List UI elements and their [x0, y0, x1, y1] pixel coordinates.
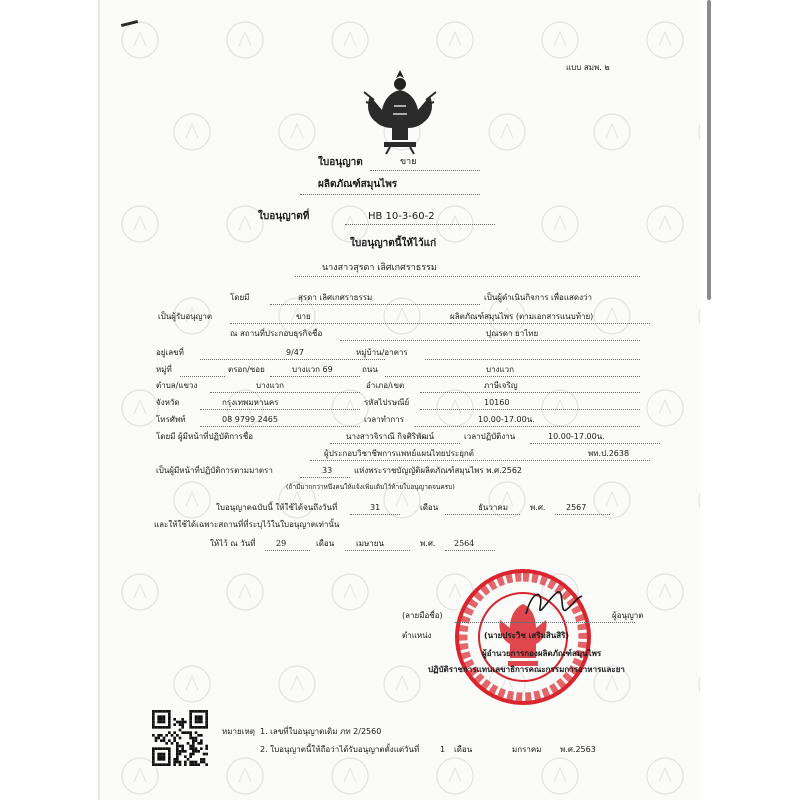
watermark-seal [699, 666, 700, 702]
watermark-seal [699, 482, 700, 518]
watermark-seal [542, 206, 578, 242]
section-note: (ถ้ามีมากกว่าหนึ่งคนให้แจ้งเพิ่มเติมไว้ท้ายใบอนุญาตจนครบ) [286, 483, 455, 491]
watermark-seal [174, 666, 210, 702]
subdistrict-value: บางแวก [256, 381, 284, 390]
license-type: ขาย [400, 157, 417, 167]
watermark-seal [594, 482, 630, 518]
remark-item-2-day: 1 [440, 745, 446, 754]
watermark-mark [344, 768, 356, 782]
soi-label: ตรอก/ซอย [228, 365, 265, 374]
hours-value: 10.00-17.00น. [478, 415, 535, 424]
license-no-value: HB 10-3-60-2 [368, 211, 435, 222]
watermark-mark [134, 768, 146, 782]
license-heading: ใบอนุญาต [318, 157, 363, 168]
signature-label: (ลายมือชื่อ) [402, 611, 443, 620]
watermark-mark [659, 768, 671, 782]
watermark-seal [122, 206, 158, 242]
watermark-seal [437, 390, 473, 426]
practitioner-hours: 10.00-17.00น. [548, 432, 605, 441]
validity-month: ธันวาคม [478, 503, 508, 512]
watermark-mark [554, 216, 566, 230]
practitioner-hours-label: เวลาปฏิบัติงาน [464, 432, 516, 441]
issued-year: 2564 [454, 539, 475, 548]
issued-month-label: เดือน [316, 539, 335, 548]
underline [310, 460, 650, 461]
watermark-seal [279, 666, 315, 702]
watermark-seal [332, 758, 368, 794]
underline [350, 514, 400, 515]
underline [265, 550, 310, 551]
product-heading: ผลิตภัณฑ์สมุนไพร [318, 179, 398, 190]
province-value: กรุงเทพมหานคร [222, 398, 279, 407]
watermark-seal [647, 574, 683, 610]
underline [270, 304, 480, 305]
signer-act-for: ปฏิบัติราชการแทนเลขาธิการคณะกรรมการอาหารและยา [428, 665, 625, 674]
remark-item-2-month-label: เดือน [454, 745, 473, 754]
watermark-mark [291, 676, 303, 690]
operator-label: โดยมี [230, 293, 250, 302]
watermark-mark [606, 308, 618, 322]
watermark-mark [449, 768, 461, 782]
underline [420, 409, 640, 410]
district-value: ภาษีเจริญ [484, 381, 518, 390]
watermark-mark [659, 216, 671, 230]
watermark-seal [384, 666, 420, 702]
issued-day: 29 [276, 539, 287, 548]
validity-clause: และให้ใช้ได้เฉพาะสถานที่ที่ระบุไว้ในใบอนุญาตเท่านั้น [154, 520, 340, 529]
postcode-value: 10160 [484, 398, 510, 407]
watermark-mark [134, 400, 146, 414]
premises-label: ณ สถานที่ประกอบธุรกิจชื่อ [230, 329, 323, 338]
licensee-name: นางสาวสุรดา เลิศเกศราธรรม [322, 263, 437, 273]
underline [180, 376, 225, 377]
soi-value: บางแวก 69 [292, 365, 333, 374]
issued-year-label: พ.ศ. [420, 539, 436, 548]
watermark-seal [174, 114, 210, 150]
moo-label: หมู่ที่ [156, 365, 172, 374]
watermark-mark [449, 400, 461, 414]
validity-year-label: พ.ศ. [530, 503, 546, 512]
underline [200, 426, 360, 427]
operator-suffix: เป็นผู้ดำเนินกิจการ เพื่อแสดงว่า [484, 293, 592, 302]
underline [530, 443, 660, 444]
watermark-seal [437, 758, 473, 794]
watermark-seal [122, 390, 158, 426]
validity-year: 2567 [566, 503, 587, 512]
watermark-seal [174, 482, 210, 518]
underline [420, 392, 640, 393]
watermark-seal [122, 574, 158, 610]
underline [300, 194, 480, 195]
watermark-mark [606, 492, 618, 506]
phone-value: 08 9799 2465 [222, 415, 278, 424]
underline [210, 392, 360, 393]
watermark-mark [396, 308, 408, 322]
handwritten-signature [518, 584, 588, 624]
scrollbar[interactable] [707, 0, 711, 300]
remarks-label: หมายเหตุ [222, 727, 255, 736]
practitioner-name: นางสาวจิราณี กิจศิริพัฒน์ [346, 432, 435, 441]
remark-item-2-month: มกราคม [512, 745, 542, 754]
underline [345, 550, 410, 551]
watermark-seal [489, 482, 525, 518]
watermark-mark [186, 676, 198, 690]
underline [425, 359, 640, 360]
village-label: หมู่บ้าน/อาคาร [356, 348, 408, 357]
watermark-seal [227, 758, 263, 794]
issued-to-label: ใบอนุญาตนี้ให้ไว้แก่ [350, 238, 437, 249]
watermark-seal [647, 390, 683, 426]
remark-item-2: 2. ใบอนุญาตนี้ให้ถือว่าได้รับอนุญาตตั้งแต่วันที่ [260, 745, 420, 754]
hours-label: เวลาทำการ [364, 415, 405, 424]
watermark-mark [449, 32, 461, 46]
watermark-mark [186, 124, 198, 138]
house-no-label: อยู่เลขที่ [156, 348, 184, 357]
subdistrict-label: ตำบล/แขวง [156, 381, 198, 390]
licensee-product: ผลิตภัณฑ์สมุนไพร (ตามเอกสารแนบท้าย) [450, 312, 594, 321]
watermark-mark [659, 32, 671, 46]
road-label: ถนน [362, 365, 378, 374]
underline [455, 622, 635, 623]
watermark-mark [239, 584, 251, 598]
underline [555, 514, 610, 515]
district-label: อำเภอ/เขต [366, 381, 405, 390]
watermark-mark [344, 32, 356, 46]
watermark-seal [332, 22, 368, 58]
watermark-seal [332, 390, 368, 426]
remark-item-2-year: พ.ศ.2563 [560, 745, 596, 754]
watermark-seal [489, 114, 525, 150]
watermark-seal [647, 206, 683, 242]
license-no-label: ใบอนุญาตที่ [258, 211, 310, 222]
garuda-emblem [360, 66, 440, 156]
watermark-seal [542, 22, 578, 58]
watermark-mark [396, 492, 408, 506]
watermark-seal [122, 22, 158, 58]
underline [300, 477, 350, 478]
section-label: เป็นผู้มีหน้าที่ปฏิบัติการตามมาตรา [156, 466, 273, 475]
watermark-mark [239, 216, 251, 230]
watermark-mark [554, 32, 566, 46]
watermark-mark [134, 584, 146, 598]
watermark-mark [396, 676, 408, 690]
watermark-seal [699, 114, 700, 150]
underline [230, 323, 450, 324]
underline [200, 409, 360, 410]
underline [385, 376, 640, 377]
underline [200, 359, 385, 360]
watermark-mark [344, 400, 356, 414]
watermark-mark [186, 492, 198, 506]
watermark-seal [594, 114, 630, 150]
watermark-mark [606, 676, 618, 690]
practitioner-license: พท.ป.2638 [588, 449, 630, 458]
validity-month-label: เดือน [420, 503, 439, 512]
issued-label: ให้ไว้ ณ วันที่ [210, 539, 256, 548]
house-no-value: 9/47 [286, 348, 304, 357]
position-label: ตำแหน่ง [402, 631, 432, 640]
watermark-seal [332, 574, 368, 610]
watermark-mark [134, 216, 146, 230]
licensee-type: ขาย [296, 312, 311, 321]
signer-role: ผู้อนุญาต [612, 611, 644, 620]
signer-title: ผู้อำนวยการกองผลิตภัณฑ์สมุนไพร [482, 649, 602, 658]
watermark-seal [279, 114, 315, 150]
premises-name: ปุณรดา ยาไทย [486, 329, 539, 338]
phone-label: โทรศัพท์ [156, 415, 186, 424]
watermark-mark [344, 216, 356, 230]
watermark-seal [227, 22, 263, 58]
signer-name: (นายประวิช เสริมสินสิริ) [484, 631, 570, 640]
underline [450, 323, 650, 324]
underline [415, 426, 640, 427]
underline [345, 224, 495, 225]
underline [370, 170, 480, 171]
watermark-seal [594, 298, 630, 334]
section-number: 33 [322, 466, 333, 475]
watermark-mark [554, 768, 566, 782]
watermark-mark [501, 124, 513, 138]
practitioner-label: โดยมี ผู้มีหน้าที่ปฏิบัติการชื่อ [156, 432, 254, 441]
licensee-label: เป็นผู้รับอนุญาต [158, 312, 213, 321]
watermark-mark [344, 584, 356, 598]
underline [445, 514, 520, 515]
watermark-seal [227, 574, 263, 610]
watermark-mark [291, 124, 303, 138]
watermark-seal [437, 22, 473, 58]
watermark-mark [554, 400, 566, 414]
form-code: แบบ สมพ. ๒ [566, 63, 610, 72]
watermark-mark [606, 124, 618, 138]
underline [270, 376, 360, 377]
postcode-label: รหัสไปรษณีย์ [364, 398, 410, 407]
operator-name: สุรดา เลิศเกศราธรรม [298, 293, 373, 302]
watermark-mark [239, 768, 251, 782]
validity-label: ใบอนุญาตฉบับนี้ ให้ใช้ได้จนถึงวันที่ [216, 503, 338, 512]
watermark-mark [659, 584, 671, 598]
underline [330, 443, 460, 444]
watermark-mark [134, 32, 146, 46]
watermark-mark [449, 216, 461, 230]
qr-code [152, 710, 208, 766]
issued-month: เมษายน [356, 539, 384, 548]
underline [295, 276, 640, 277]
province-label: จังหวัด [156, 398, 180, 407]
remark-item-1: 1. เลขที่ใบอนุญาตเดิม ภท 2/2560 [260, 727, 382, 736]
license-document [100, 0, 700, 800]
underline [445, 550, 495, 551]
road-value: บางแวก [486, 365, 514, 374]
section-act: แห่งพระราชบัญญัติผลิตภัณฑ์สมุนไพร พ.ศ.2562 [354, 466, 523, 475]
practitioner-profession: ผู้ประกอบวิชาชีพการแพทย์แผนไทยประยุกต์ [324, 449, 474, 458]
watermark-seal [647, 22, 683, 58]
watermark-seal [542, 390, 578, 426]
watermark-mark [239, 32, 251, 46]
watermark-mark [659, 400, 671, 414]
underline [340, 340, 640, 341]
watermark-seal [647, 758, 683, 794]
validity-day: 31 [370, 503, 381, 512]
watermark-seal [699, 298, 700, 334]
watermark-seal [542, 758, 578, 794]
